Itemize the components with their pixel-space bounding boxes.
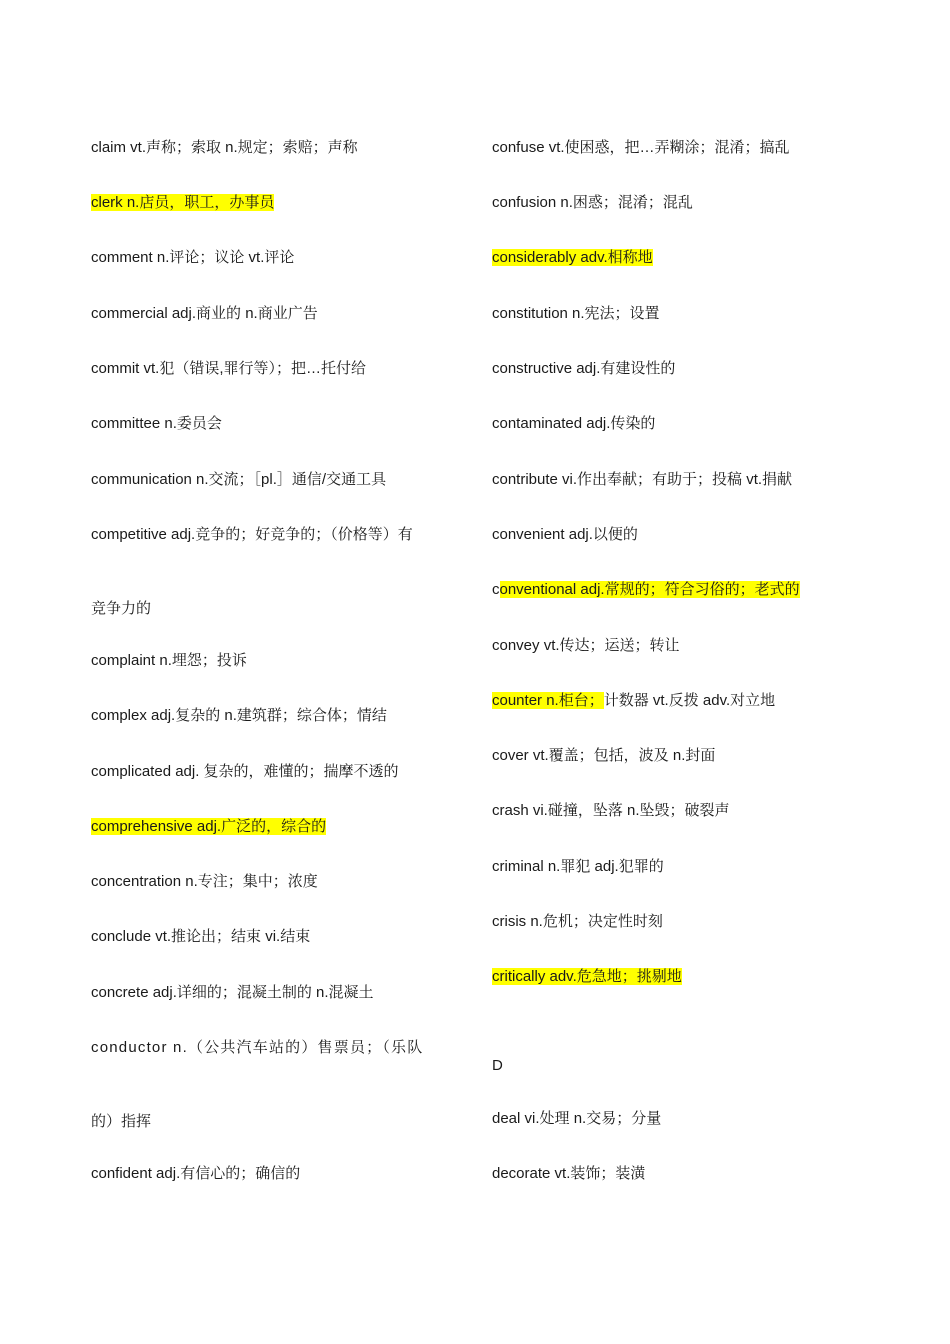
entry-constitution: constitution n.宪法；设置: [492, 305, 660, 322]
entry-considerably: [492, 248, 653, 268]
entry-comment: comment n.评论；议论 vt.评论: [91, 249, 295, 266]
entry-cover: cover vt.覆盖；包括，波及 n.封面: [492, 747, 716, 764]
section-letter-d: D: [492, 1057, 503, 1074]
entry-committee: committee n.委员会: [91, 415, 222, 432]
highlight: considerably adv.相称地: [492, 249, 653, 266]
entry-claim: claim vt.声称；索取 n.规定；索赔；声称: [91, 139, 358, 156]
entry-confuse: confuse vt.使困惑，把…弄糊涂；混淆；搞乱: [492, 139, 790, 156]
entry-conclude: conclude vt.推论出；结束 vi.结束: [91, 928, 311, 945]
entry-crisis: crisis n.危机；决定性时刻: [492, 913, 663, 930]
entry-complex: complex adj.复杂的 n.建筑群；综合体；情结: [91, 707, 387, 724]
entry-crash: crash vi.碰撞，坠落 n.坠毁；破裂声: [492, 802, 730, 819]
entry-concentration: concentration n.专注；集中；浓度: [91, 873, 318, 890]
entry-commit: commit vt.犯（错误,罪行等）；把…托付给: [91, 360, 367, 377]
highlight: comprehensive adj.广泛的，综合的: [91, 818, 327, 835]
entry-decorate: decorate vt.装饰；装潢: [492, 1165, 646, 1182]
highlight: critically adv.危急地；挑剔地: [492, 968, 682, 985]
entry-contaminated: contaminated adj.传染的: [492, 415, 656, 432]
entry-conventional: [492, 580, 800, 600]
entry-competitive: competitive adj.竞争的；好竞争的；（价格等）有: [91, 526, 413, 543]
highlight: clerk n.店员，职工，办事员: [91, 194, 275, 211]
entry-complicated: complicated adj. 复杂的，难懂的；揣摩不透的: [91, 763, 399, 780]
entry-convenient: convenient adj.以便的: [492, 526, 638, 543]
entry-critically: [492, 967, 682, 987]
entry-competitive-cont: 竞争力的: [91, 600, 152, 617]
entry-constructive: constructive adj.有建设性的: [492, 360, 676, 377]
prefix: c: [492, 581, 500, 598]
highlight: counter n.柜台；: [492, 692, 604, 709]
entry-deal: deal vi.处理 n.交易；分量: [492, 1110, 662, 1127]
entry-confusion: confusion n.困惑；混淆；混乱: [492, 194, 693, 211]
entry-conductor-cont: 的）指挥: [91, 1113, 152, 1130]
entry-clerk: [91, 193, 274, 213]
entry-comprehensive: [91, 817, 326, 837]
entry-conductor: conductor n.（公共汽车站的）售票员；（乐队: [91, 1039, 424, 1056]
entry-contribute: contribute vi.作出奉献；有助于；投稿 vt.捐献: [492, 471, 793, 488]
entry-complaint: complaint n.埋怨；投诉: [91, 652, 247, 669]
highlight: onventional adj.常规的；符合习俗的；老式的: [499, 581, 800, 598]
entry-criminal: criminal n.罪犯 adj.犯罪的: [492, 858, 664, 875]
entry-counter: [492, 691, 775, 711]
entry-commercial: commercial adj.商业的 n.商业广告: [91, 305, 318, 322]
suffix: 计数器 vt.反拨 adv.对立地: [603, 692, 776, 709]
entry-confident: confident adj.有信心的；确信的: [91, 1165, 301, 1182]
entry-concrete: concrete adj.详细的；混凝土制的 n.混凝土: [91, 984, 374, 1001]
entry-convey: convey vt.传达；运送；转让: [492, 637, 680, 654]
entry-communication: communication n.交流；［pl.］通信/交通工具: [91, 471, 387, 488]
